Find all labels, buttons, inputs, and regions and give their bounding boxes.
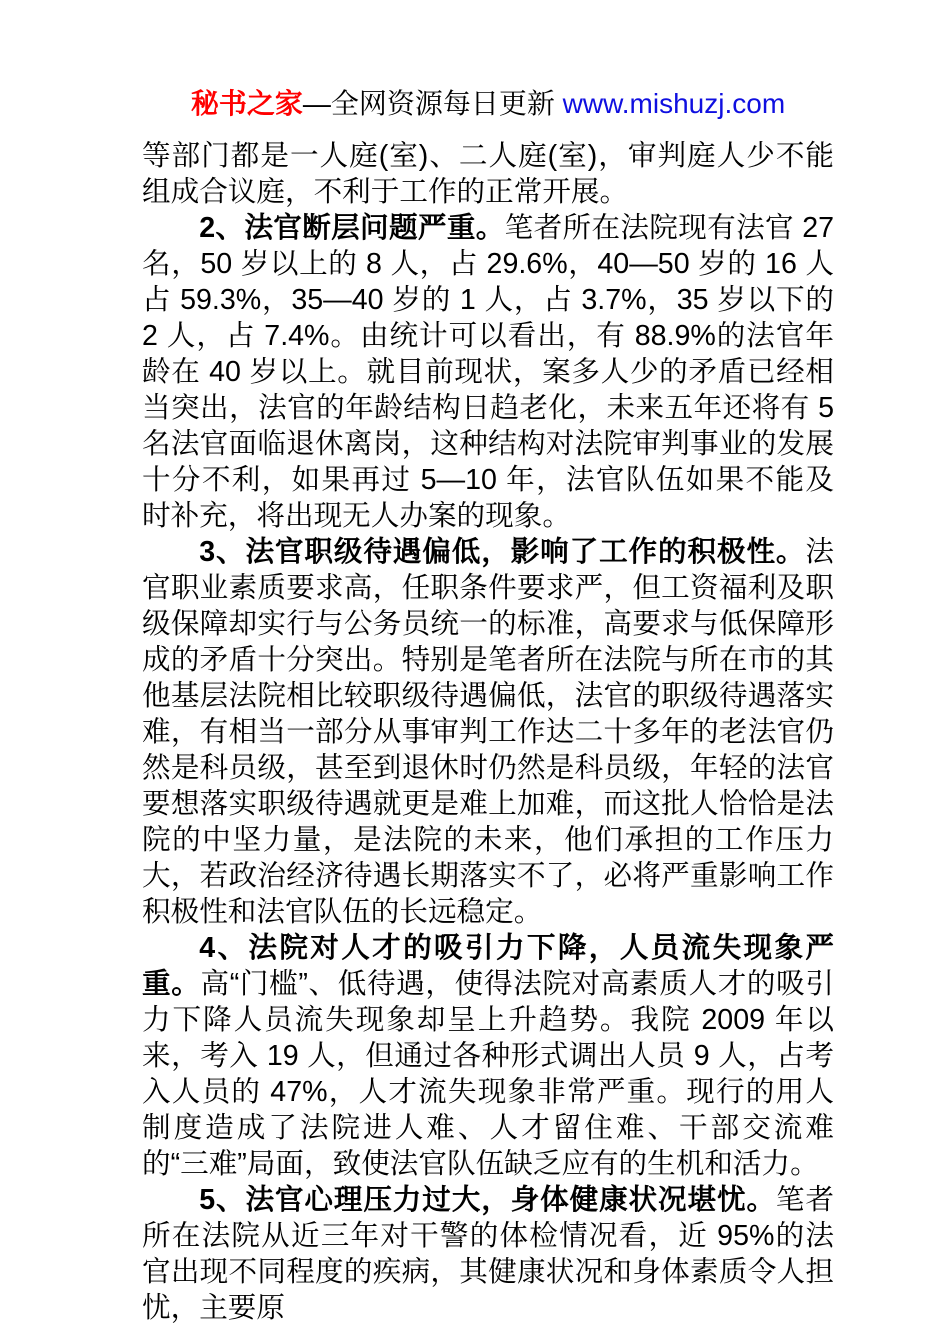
- paragraph-2-heading: 2、法官断层问题严重。: [199, 212, 505, 244]
- paragraph-3-text: 法官职业素质要求高，任职条件要求严，但工资福利及职级保障却实行与公务员统一的标准，高要求与低保障形成的矛盾十分突出。特别是笔者所在法院与所在市的其他基层法院相比较职级待遇偏低，法官的职级待遇落实难，有相当一部分从事审判工作达二十多年的老法官仍然是科员级，甚至到退休时仍然是科员级，年轻的法官要想落实职级待遇就更是难上加难，而这批人恰恰是法院的中坚力量，是法院的未来，他们承担的工作压力大，若政治经济待遇长期落实不了，必将严重影响工作积极性和法官队伍的长远稳定。: [142, 536, 834, 928]
- paragraph-4: [142, 930, 834, 1182]
- site-header: [142, 86, 834, 122]
- site-tagline: —全网资源每日更新: [302, 88, 563, 119]
- paragraph-2: [142, 210, 834, 534]
- paragraph-continuation-text: 等部门都是一人庭(室)、二人庭(室)，审判庭人少不能组成合议庭，不利于工作的正常开展。: [142, 140, 834, 208]
- paragraph-4-text: 高“门槛”、低待遇，使得法院对高素质人才的吸引力下降人员流失现象却呈上升趋势。我院 2009 年以来，考入 19 人，但通过各种形式调出人员 9 人，占考入人员的 47%，人才流失现象非常严重。现行的用人制度造成了法院进人难、人才留住难、干部交流难的“三难”局面，致使法官队伍缺乏应有的生机和活力。: [142, 968, 834, 1180]
- paragraph-4-heading: 4、法院对人才的吸引力下降，人员流失现象严重。: [142, 932, 834, 1000]
- paragraph-5: [142, 1182, 834, 1326]
- document-body: [142, 138, 834, 1326]
- site-name: 秘书之家: [190, 88, 303, 119]
- paragraph-continuation: [142, 138, 834, 210]
- paragraph-5-heading: 5、法官心理压力过大，身体健康状况堪忧。: [199, 1184, 776, 1216]
- paragraph-2-text: 笔者所在法院现有法官 27 名，50 岁以上的 8 人，占 29.6%，40—50 岁的 16 人占 59.3%，35—40 岁的 1 人，占 3.7%，35 岁以下的 2 人，占 7.4%。由统计可以看出，有 88.9%的法官年龄在 40 岁以上。就目前现状，案多人少的矛盾已经相当突出，法官的年龄结构日趋老化，未来五年还将有 5 名法官面临退休离岗，这种结构对法院审判事业的发展十分不利，如果再过 5—10 年，法官队伍如果不能及时补充，将出现无人办案的现象。: [142, 212, 834, 532]
- paragraph-3: [142, 534, 834, 930]
- site-url-link[interactable]: www.mishuzj.com: [562, 88, 786, 119]
- paragraph-3-heading: 3、法官职级待遇偏低，影响了工作的积极性。: [199, 536, 806, 568]
- paragraph-5-text: 笔者所在法院从近三年对干警的体检情况看，近 95%的法官出现不同程度的疾病，其健康状况和身体素质令人担忧，主要原: [142, 1184, 834, 1324]
